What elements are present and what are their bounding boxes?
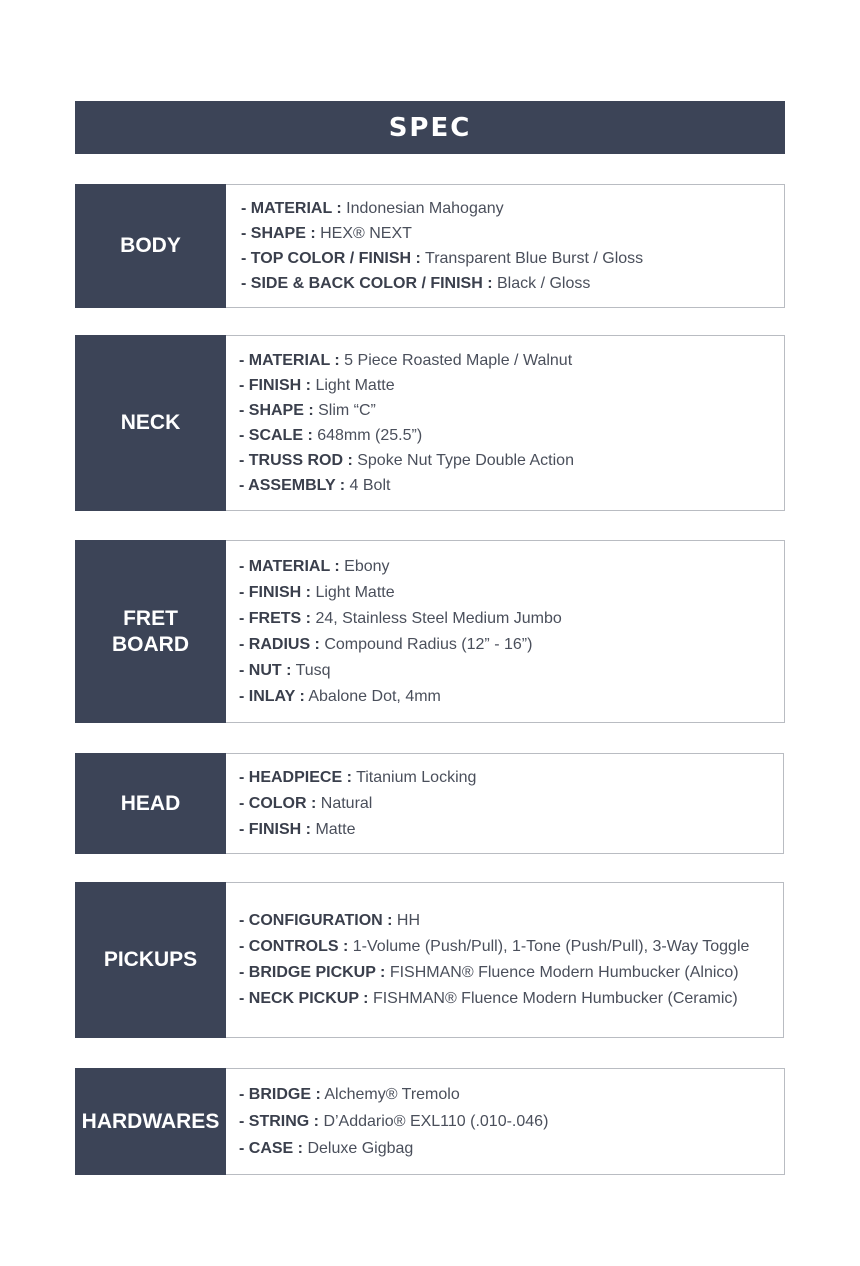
spec-value: FISHMAN® Fluence Modern Humbucker (Alnico) (385, 964, 739, 981)
section-label-hardwares (75, 1068, 226, 1175)
spec-key: - CONTROLS : (239, 938, 349, 955)
spec-item (239, 1081, 784, 1108)
spec-section-hardwares (75, 1068, 785, 1175)
spec-list (226, 336, 784, 510)
spec-section-body (75, 184, 785, 308)
spec-key: - SCALE : (239, 427, 313, 444)
spec-item (239, 658, 784, 684)
spec-item (239, 580, 784, 606)
spec-list (226, 754, 783, 853)
spec-key: - RADIUS : (239, 635, 320, 653)
section-label-line: HEAD (120, 791, 181, 815)
spec-key: - TOP COLOR / FINISH : (241, 250, 421, 267)
spec-list (226, 185, 784, 307)
section-label-line: BOARD (112, 632, 189, 656)
spec-value: Light Matte (311, 377, 395, 394)
section-label-line: PICKUPS (103, 948, 198, 971)
spec-value: Light Matte (311, 583, 395, 601)
spec-key: - FINISH : (239, 377, 311, 394)
spec-list (226, 1069, 784, 1174)
spec-item (239, 373, 784, 398)
spec-value: D’Addario® EXL110 (.010-.046) (319, 1113, 549, 1130)
section-label-line: BODY (120, 234, 181, 257)
spec-key: - CASE : (239, 1140, 303, 1157)
spec-item (239, 1135, 784, 1162)
section-label-line: FRET (123, 606, 178, 630)
spec-key: - BRIDGE : (239, 1086, 321, 1103)
spec-value: 24, Stainless Steel Medium Jumbo (311, 609, 562, 627)
spec-section-neck (75, 335, 785, 511)
spec-key: - FINISH : (239, 583, 311, 601)
spec-value: Deluxe Gigbag (303, 1140, 414, 1157)
spec-item (239, 765, 783, 791)
spec-value: FISHMAN® Fluence Modern Humbucker (Ceramic) (368, 990, 738, 1007)
spec-key: - BRIDGE PICKUP : (239, 964, 386, 981)
spec-key: - SHAPE : (241, 225, 316, 242)
spec-key: - MATERIAL : (239, 557, 340, 575)
spec-item (239, 606, 784, 632)
spec-value: Ebony (339, 557, 390, 575)
spec-value: Alchemy® Tremolo (320, 1086, 460, 1103)
spec-key: - MATERIAL : (239, 352, 340, 369)
spec-item (239, 684, 784, 710)
spec-list (226, 883, 783, 1037)
spec-section-fretboard (75, 540, 785, 723)
spec-key: - TRUSS ROD : (239, 452, 353, 469)
spec-value: Spoke Nut Type Double Action (352, 452, 574, 469)
spec-key: - HEADPIECE : (239, 768, 352, 786)
page-title: SPEC (388, 112, 472, 143)
spec-item (239, 348, 784, 373)
spec-value: Black / Gloss (492, 275, 591, 292)
section-label-fretboard (75, 540, 226, 723)
section-label-line: HARDWARES (81, 1109, 220, 1133)
spec-section-pickups (75, 882, 784, 1038)
spec-key: - INLAY : (239, 687, 305, 705)
spec-value: Compound Radius (12” - 16”) (319, 635, 533, 653)
spec-key: - ASSEMBLY : (239, 477, 346, 494)
spec-item (239, 986, 783, 1012)
section-label-pickups (75, 882, 226, 1038)
spec-item (239, 554, 784, 580)
spec-value: HH (392, 912, 421, 929)
spec-value: Titanium Locking (351, 768, 477, 786)
spec-item (239, 908, 783, 934)
spec-section-head (75, 753, 784, 854)
spec-key: - NUT : (239, 661, 292, 679)
section-label-neck (75, 335, 226, 511)
spec-item (239, 632, 784, 658)
section-label-head (75, 753, 226, 854)
section-label-body (75, 184, 226, 308)
spec-value: Abalone Dot, 4mm (304, 687, 441, 705)
spec-key: - MATERIAL : (241, 200, 342, 217)
spec-item (239, 398, 784, 423)
spec-value: 648mm (25.5”) (312, 427, 423, 444)
spec-value: 1-Volume (Push/Pull), 1-Tone (Push/Pull), 3-Way Toggle (348, 938, 750, 955)
spec-key: - NECK PICKUP : (239, 990, 369, 1007)
spec-key: - FRETS : (239, 609, 311, 627)
spec-item (241, 246, 784, 271)
spec-value: 5 Piece Roasted Maple / Walnut (339, 352, 573, 369)
section-label-line: NECK (120, 411, 181, 434)
spec-item (239, 934, 783, 960)
spec-value: Matte (311, 820, 356, 838)
spec-value: Tusq (291, 661, 331, 679)
spec-item (241, 221, 784, 246)
spec-value: Transparent Blue Burst / Gloss (420, 250, 644, 267)
spec-item (239, 960, 783, 986)
spec-value: Natural (316, 794, 373, 812)
spec-key: - FINISH : (239, 820, 311, 838)
spec-item (241, 196, 784, 221)
spec-item (239, 1108, 784, 1135)
spec-value: HEX® NEXT (315, 225, 412, 242)
spec-item (239, 423, 784, 448)
spec-value: Slim “C” (313, 402, 376, 419)
spec-key: - CONFIGURATION : (239, 912, 393, 929)
spec-item (239, 448, 784, 473)
spec-item (241, 271, 784, 296)
spec-key: - SIDE & BACK COLOR / FINISH : (241, 275, 493, 292)
spec-list (226, 541, 784, 722)
spec-key: - STRING : (239, 1113, 319, 1130)
spec-value: Indonesian Mahogany (341, 200, 504, 217)
spec-item (239, 473, 784, 498)
spec-banner (75, 101, 785, 154)
spec-key: - COLOR : (239, 794, 317, 812)
spec-item (239, 791, 783, 817)
spec-item (239, 817, 783, 843)
spec-value: 4 Bolt (345, 477, 391, 494)
spec-key: - SHAPE : (239, 402, 314, 419)
